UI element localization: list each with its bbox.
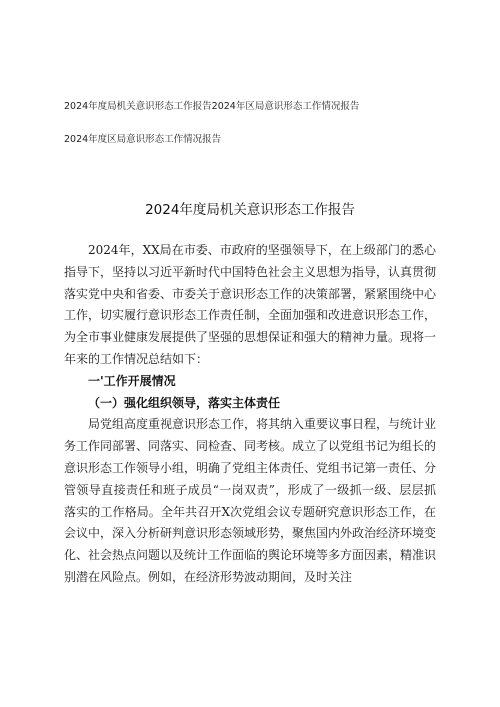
intro-paragraph: 2024年，XX局在市委、市政府的坚强领导下，在上级部门的悉心指导下，坚持以习近平新时代中国特色社会主义思想为指导，认真贯彻落实党中央和省委、市委关于意识形态工作的决策部署，紧紧围绕中心工作，切实履行意识形态工作责任制，全面加强和改进意识形态工作，为全市事业健康发展提供了坚强的思想保证和强大的精神力量。现将一年来的工作情况总结如下：: [64, 243, 437, 366]
document-body: [64, 240, 436, 589]
header-line-2: 2024年度区局意识形态工作情况报告: [64, 134, 222, 145]
document-title: 2024年度局机关意识形态工作报告: [145, 202, 355, 218]
subsection-heading: （一）强化组织领导，落实主体责任: [88, 395, 281, 410]
header-line-1: 2024年度局机关意识形态工作报告2024年区局意识形态工作情况报告: [64, 101, 360, 112]
body-paragraph: 局党组高度重视意识形态工作，将其纳入重要议事日程，与统计业务工作同部署、同落实、同检查、同考核。成立了以党组书记为组长的意识形态工作领导小组，明确了党组主体责任、党组书记第一责任、分管领导直接责任和班子成员“一岗双责”，形成了一级抓一级、层层抓落实的工作格局。全年共召开X次党组会议专题研究意识形态工作，在会议中，深入分析研判意识形态领域形势，聚焦国内外政治经济环境变化、社会热点问题以及统计工作面临的舆论环境等多方面因素，精准识别潜在风险点。例如，在经济形势波动期间，及时关注: [64, 417, 437, 584]
section-heading: 一'工作开展情况: [88, 373, 176, 388]
